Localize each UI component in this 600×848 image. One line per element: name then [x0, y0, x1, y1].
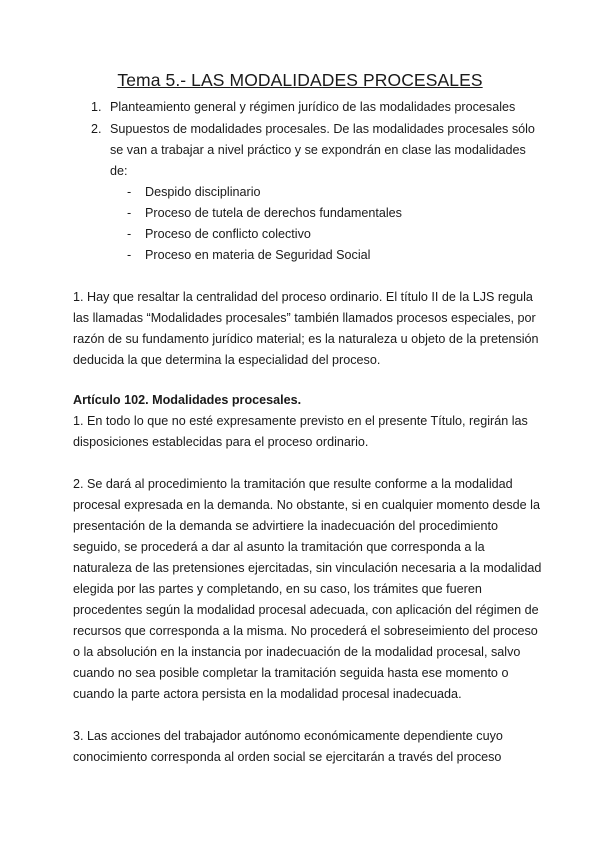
sublist-item: Proceso de tutela de derechos fundamentales	[145, 206, 402, 220]
sublist-item: Proceso de conflicto colectivo	[145, 227, 311, 241]
paragraph-line: presentación de la demanda se advirtiere la inadecuación del procedimiento	[73, 519, 498, 533]
dash-bullet: -	[127, 248, 132, 262]
dash-bullet: -	[127, 227, 132, 241]
list-item-continuation: de:	[110, 164, 128, 178]
paragraph-line: recursos que corresponda a la misma. No procederá el sobreseimiento del proceso	[73, 624, 538, 638]
dash-bullet: -	[127, 185, 132, 199]
paragraph-line: conocimiento corresponda al orden social se ejercitarán a través del proceso	[73, 750, 502, 764]
list-item-continuation: se van a trabajar a nivel práctico y se expondrán en clase las modalidades	[110, 143, 526, 157]
paragraph-line: 3. Las acciones del trabajador autónomo económicamente dependiente cuyo	[73, 729, 503, 743]
paragraph-line: las llamadas “Modalidades procesales” también llamados procesos especiales, por	[73, 311, 536, 325]
list-number: 1.	[91, 100, 102, 114]
page-title: Tema 5.- LAS MODALIDADES PROCESALES	[117, 70, 483, 90]
paragraph-line: 1. En todo lo que no esté expresamente previsto en el presente Título, regirán las	[73, 414, 528, 428]
paragraph-line: disposiciones establecidas para el proceso ordinario.	[73, 435, 369, 449]
paragraph-line: 2. Se dará al procedimiento la tramitación que resulte conforme a la modalidad	[73, 477, 513, 491]
list-item: Supuestos de modalidades procesales. De las modalidades procesales sólo	[110, 122, 535, 136]
paragraph-line: procesal expresada en la demanda. No obstante, si en cualquier momento desde la	[73, 498, 540, 512]
sublist-item: Proceso en materia de Seguridad Social	[145, 248, 371, 262]
paragraph-line: cuando la parte actora persista en la modalidad procesal inadecuada.	[73, 687, 462, 701]
paragraph-line: razón de su fundamento jurídico material; es la naturaleza u objeto de la pretensión	[73, 332, 539, 346]
paragraph-line: procedentes según la modalidad procesal adecuada, con aplicación del régimen de	[73, 603, 539, 617]
paragraph-line: elegida por las partes y completando, en su caso, los trámites que fueren	[73, 582, 482, 596]
paragraph-line: naturaleza de las pretensiones ejercitadas, sin vinculación necesaria a la modalidad	[73, 561, 542, 575]
paragraph-line: o la absolución en la instancia por inadecuación de la modalidad procesal, salvo	[73, 645, 521, 659]
paragraph-line: seguido, se procederá a dar al asunto la tramitación que corresponda a la	[73, 540, 485, 554]
article-heading: Artículo 102. Modalidades procesales.	[73, 393, 302, 407]
paragraph-line: deducida la que determina la especialidad del proceso.	[73, 353, 381, 367]
sublist-item: Despido disciplinario	[145, 185, 261, 199]
paragraph-line: cuando no sea posible completar la tramitación seguida hasta ese momento o	[73, 666, 509, 680]
list-number: 2.	[91, 122, 102, 136]
paragraph-line: 1. Hay que resaltar la centralidad del proceso ordinario. El título II de la LJS regula	[73, 290, 533, 304]
list-item: Planteamiento general y régimen jurídico de las modalidades procesales	[110, 100, 516, 114]
dash-bullet: -	[127, 206, 132, 220]
